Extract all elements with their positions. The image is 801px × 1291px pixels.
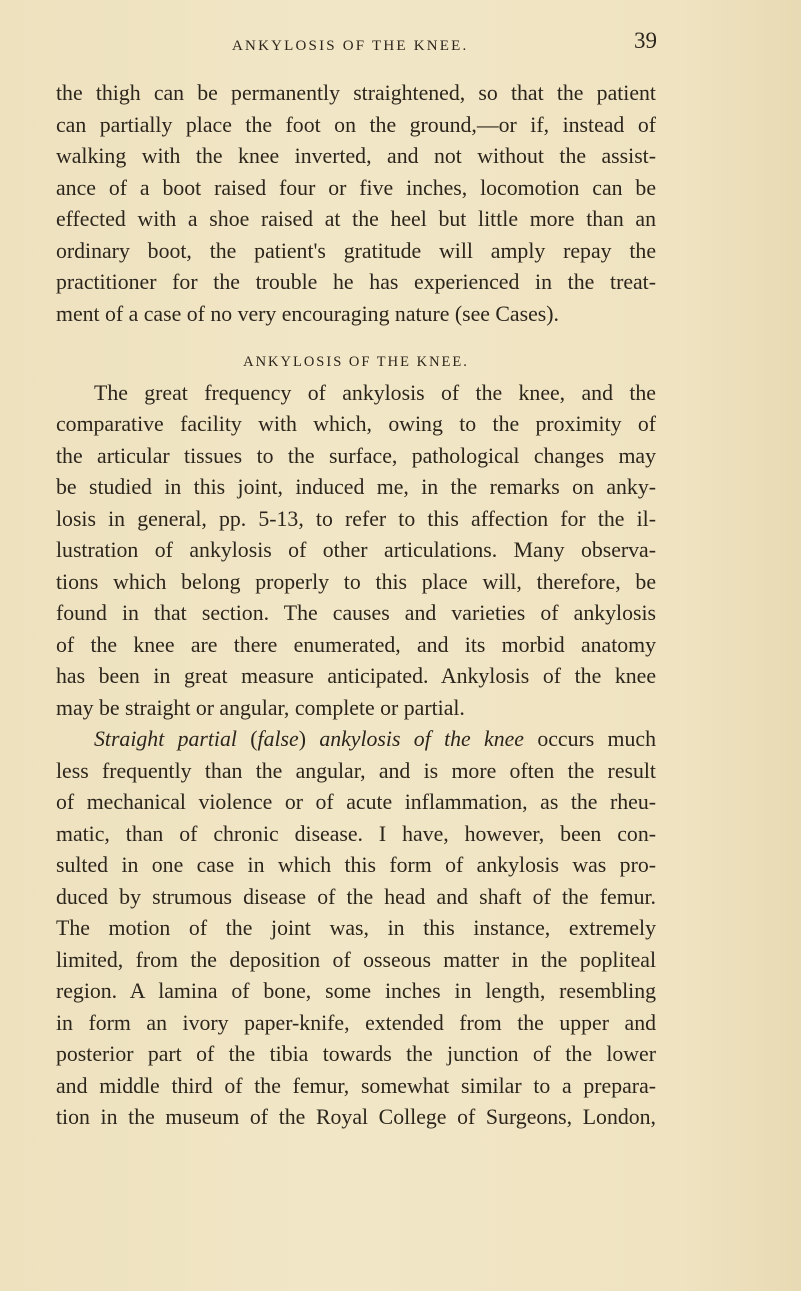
text-line: walking with the knee inverted, and not without the assist- [56,144,656,168]
paragraph-2 [56,378,656,725]
text-line: tion in the museum of the Royal College of Surgeons, London, [56,1105,656,1129]
text-line: ment of a case of no very encouraging nature (see Cases). [56,301,559,326]
text-line: The motion of the joint was, in this instance, extremely [56,916,656,940]
text-line: and middle third of the femur, somewhat similar to a prepara- [56,1073,656,1098]
page-number: 39 [634,28,657,53]
text-line: in form an ivory paper-knife, extended from the upper and [56,1010,656,1035]
text-line: sulted in one case in which this form of ankylosis was pro- [56,853,656,877]
text-line: region. A lamina of bone, some inches in length, resembling [56,979,656,1003]
text-line: tions which belong properly to this place will, therefore, be [56,569,656,594]
text-line: the thigh can be permanently straightened, so that the patient [56,81,656,105]
text-line: The great frequency of ankylosis of the knee, and the [94,380,656,405]
paragraph-3 [56,724,656,1134]
text-line-opening [56,724,656,756]
text-line: posterior part of the tibia towards the junction of the lower [56,1042,656,1066]
text-line: has been in great measure anticipated. Ankylosis of the knee [56,664,656,688]
paragraph-1 [56,78,656,330]
text-line: lustration of ankylosis of other articulations. Many observa- [56,538,656,562]
text-line: matic, than of chronic disease. I have, however, been con- [56,821,656,846]
italic-lead: Straight partial [94,727,237,751]
text-line: found in that section. The causes and varieties of ankylosis [56,601,656,625]
text-line: practitioner for the trouble he has experienced in the treat- [56,270,656,294]
text-line: the articular tissues to the surface, pathological changes may [56,443,656,468]
text-line: can partially place the foot on the ground,—or if, instead of [56,112,656,137]
text-line: of the knee are there enumerated, and its morbid anatomy [56,632,656,657]
paren-open: ( [236,727,258,751]
text-line: effected with a shoe raised at the heel but little more than an [56,207,656,231]
section-heading: ANKYLOSIS OF THE KNEE. [243,354,469,370]
running-head: ANKYLOSIS OF THE KNEE. [232,38,469,54]
text-line: be studied in this joint, induced me, in the remarks on anky- [56,475,656,499]
text-line: ordinary boot, the patient's gratitude will amply repay the [56,238,656,263]
text-line: limited, from the deposition of osseous matter in the popliteal [56,947,656,972]
text-line: duced by strumous disease of the head and shaft of the femur. [56,884,656,909]
italic-false: false [257,727,299,751]
paren-close: ) [298,727,320,751]
text-line: losis in general, pp. 5-13, to refer to this affection for the il- [56,506,656,531]
text-line: may be straight or angular, complete or partial. [56,695,465,720]
text-line: ance of a boot raised four or five inches, locomotion can be [56,175,656,200]
text-line: less frequently than the angular, and is more often the result [56,758,656,783]
body-text [56,78,656,1134]
italic-subject: ankylosis of the knee [319,727,524,751]
text-line: comparative facility with which, owing to the proximity of [56,412,656,436]
text-line: of mechanical violence or of acute inflammation, as the rheu- [56,790,656,814]
line-tail: occurs much [523,727,656,751]
